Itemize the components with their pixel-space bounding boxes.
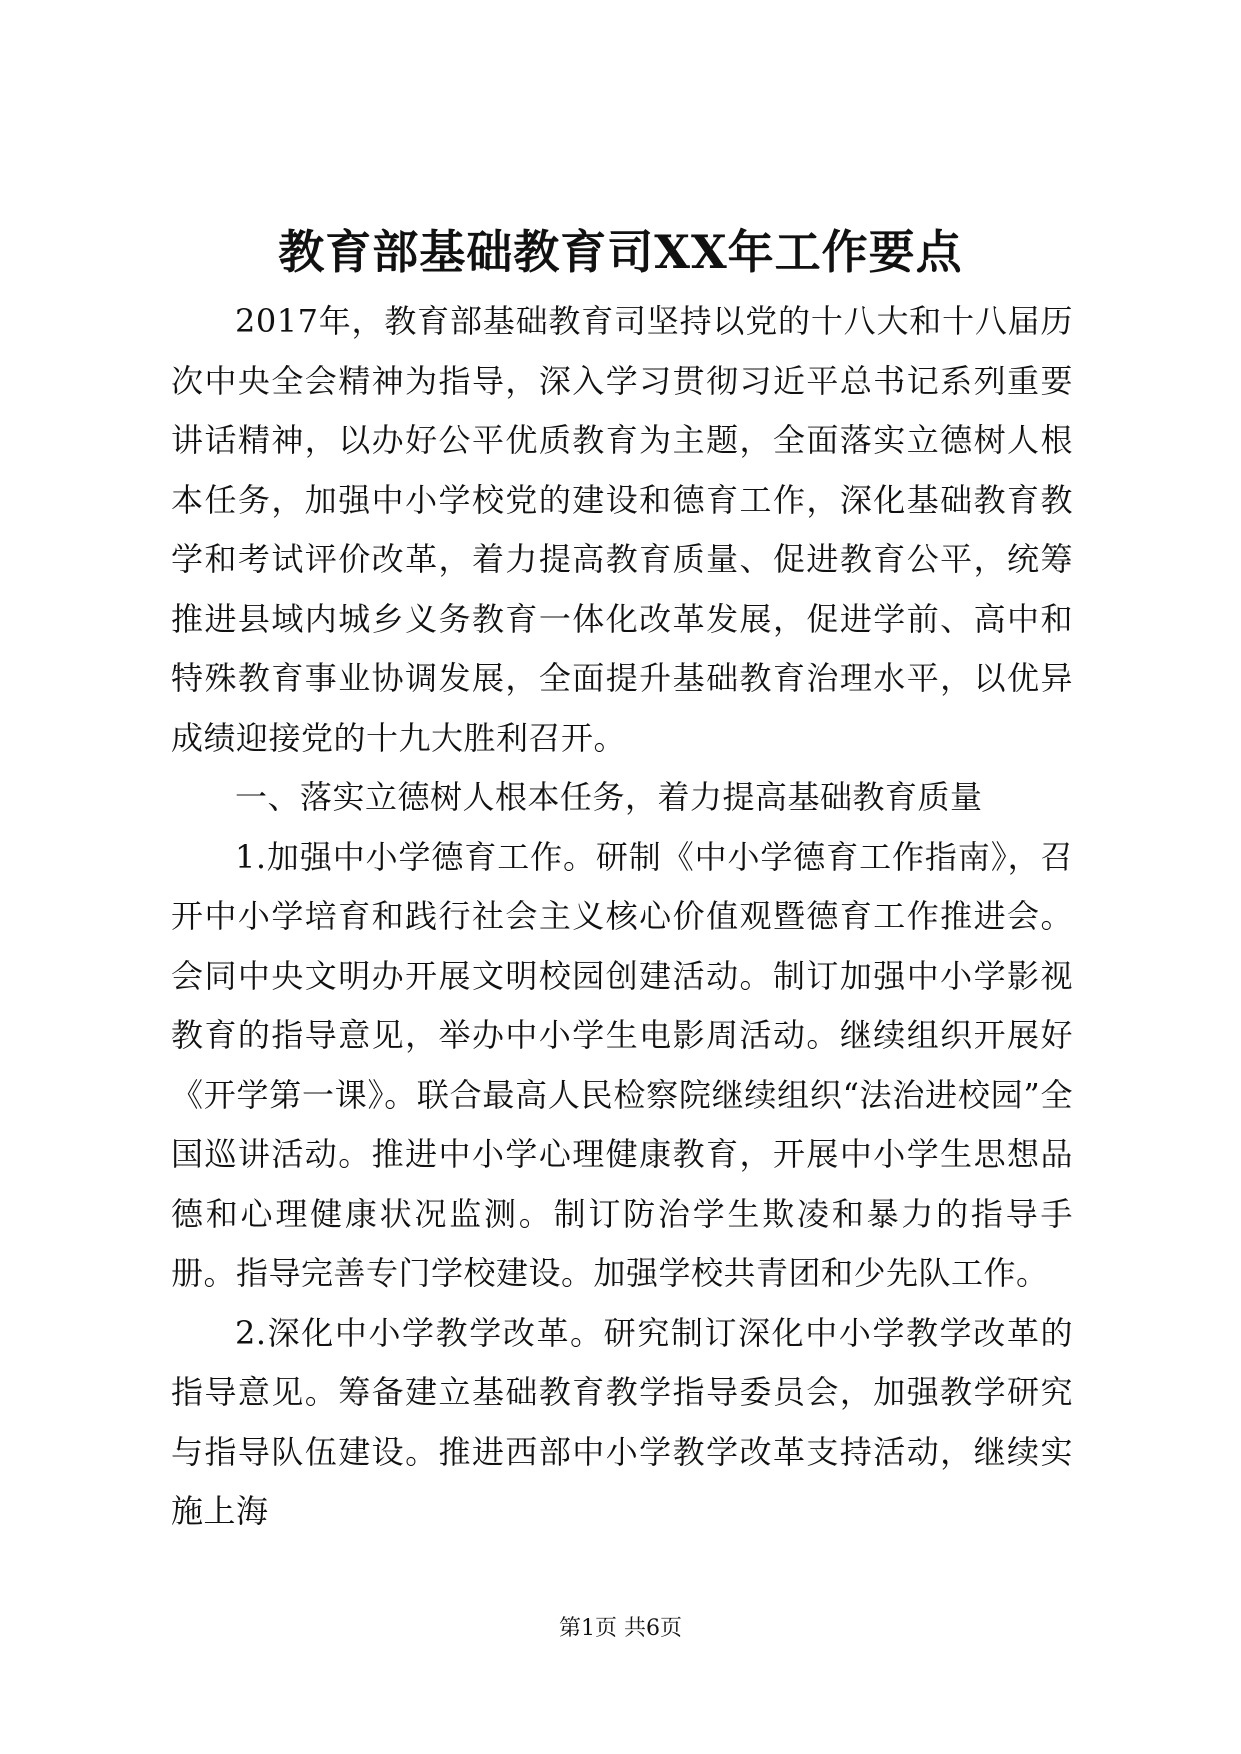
- page-footer: 第1页 共6页: [559, 1616, 682, 1641]
- section-heading-1: 一、落实立德树人根本任务，着力提高基础教育质量: [235, 778, 983, 816]
- document-title: 教育部基础教育司XX年工作要点: [278, 225, 963, 279]
- intro-paragraph: 2017年，教育部基础教育司坚持以党的十八大和十八届历次中央全会精神为指导，深入学习贯彻习近平总书记系列重要讲话精神，以办好公平优质教育为主题，全面落实立德树人根本任务，加强中小学校党的建设和德育工作，深化基础教育教学和考试评价改革，着力提高教育质量、促进教育公平，统筹推进县域内城乡义务教育一体化改革发展，促进学前、高中和特殊教育事业协调发展，全面提升基础教育治理水平，以优异成绩迎接党的十九大胜利召开。: [171, 302, 1073, 757]
- item-paragraph-2: 2.深化中小学教学改革。研究制订深化中小学教学改革的指导意见。筹备建立基础教育教学指导委员会，加强教学研究与指导队伍建设。推进西部中小学教学改革支持活动，继续实施上海: [171, 1313, 1073, 1530]
- item-paragraph-1: 1.加强中小学德育工作。研制《中小学德育工作指南》，召开中小学培育和践行社会主义核心价值观暨德育工作推进会。会同中央文明办开展文明校园创建活动。制订加强中小学影视教育的指导意见，举办中小学生电影周活动。继续组织开展好《开学第一课》。联合最高人民检察院继续组织“法治进校园”全国巡讲活动。推进中小学心理健康教育，开展中小学生思想品德和心理健康状况监测。制订防治学生欺凌和暴力的指导手册。指导完善专门学校建设。加强学校共青团和少先队工作。: [171, 837, 1073, 1292]
- document-body: [171, 292, 1073, 1542]
